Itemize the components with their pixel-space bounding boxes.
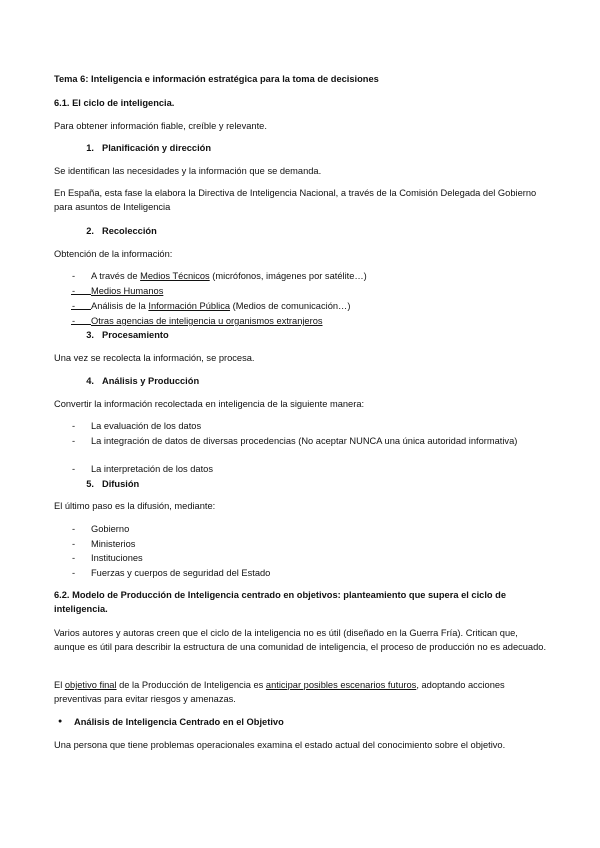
link-informacion-publica[interactable]: Información Pública: [148, 301, 231, 311]
bullet-dot-icon: ●: [58, 718, 63, 725]
link-anticipar-escenarios[interactable]: anticipar posibles escenarios futuros: [265, 680, 417, 690]
link-objetivo-final[interactable]: objetivo final: [64, 680, 117, 690]
section-6-1-intro: Para obtener información fiable, creíble y relevante.: [54, 121, 267, 131]
list-item-text: La evaluación de los datos: [91, 421, 202, 431]
list-item-text: [91, 269, 550, 283]
list-item-text: Otras agencias de inteligencia u organismos extranjeros: [91, 316, 323, 326]
step-2-number: 2.: [86, 226, 94, 236]
list-item-text: Ministerios: [91, 539, 136, 549]
section-6-1-heading: 6.1. El ciclo de inteligencia.: [54, 98, 175, 108]
list-item-text: [91, 299, 550, 313]
list-item-text: Instituciones: [91, 553, 143, 563]
step-1-paragraph-2: En España, esta fase la elabora la Directiva de Inteligencia Nacional, a través de la Comisión Delegada del Gobierno para asuntos de Inteligencia: [54, 188, 537, 212]
link-medios-tecnicos[interactable]: Medios Técnicos: [140, 271, 210, 281]
step-5-intro: El último paso es la difusión, mediante:: [54, 501, 216, 511]
p2-text-pre: El: [54, 680, 65, 690]
list-item-text: Gobierno: [91, 524, 130, 534]
list-item-text: Fuerzas y cuerpos de seguridad del Estado: [91, 568, 271, 578]
list-bullet: -: [72, 464, 76, 474]
step-1-number: 1.: [86, 143, 94, 153]
item-text-pre: Análisis de la: [91, 301, 149, 311]
item-text-pre: A través de: [91, 271, 141, 281]
step-4-intro: Convertir la información recolectada en inteligencia de la siguiente manera:: [54, 399, 365, 409]
list-bullet: -: [72, 421, 76, 431]
bullet-underline: [71, 299, 91, 310]
list-bullet: -: [72, 271, 76, 281]
item-text-post: (micrófonos, imágenes por satélite…): [209, 271, 367, 281]
step-4-number: 4.: [86, 376, 94, 386]
list-item-text: Medios Humanos: [91, 286, 164, 296]
step-2-label: Recolección: [102, 226, 157, 236]
list-bullet: -: [72, 568, 76, 578]
list-bullet: -: [72, 436, 76, 446]
step-5-label: Difusión: [102, 479, 140, 489]
list-item-text: La interpretación de los datos: [91, 464, 213, 474]
list-bullet: -: [72, 286, 76, 296]
bullet-heading-text: Análisis de Inteligencia Centrado en el Objetivo: [74, 717, 284, 727]
list-bullet: -: [72, 539, 76, 549]
list-bullet: -: [72, 316, 76, 326]
step-3-paragraph: Una vez se recolecta la información, se procesa.: [54, 353, 255, 363]
step-3-label: Procesamiento: [102, 330, 169, 340]
section-6-2-heading: 6.2. Modelo de Producción de Inteligencia centrado en objetivos: planteamiento que supera el ciclo de inteligencia.: [54, 590, 507, 614]
p2-text-post: , adoptando acciones preventivas para evitar riesgos y amenazas.: [54, 680, 505, 704]
item-text-post: (Medios de comunicación…): [230, 301, 351, 311]
step-5-number: 5.: [86, 479, 94, 489]
step-1-label: Planificación y dirección: [102, 143, 212, 153]
document-title: Tema 6: Inteligencia e información estratégica para la toma de decisiones: [54, 74, 379, 84]
bullet-underline: [71, 314, 91, 325]
section-6-2-paragraph-1: Varios autores y autoras creen que el ciclo de la inteligencia no es útil (diseñado en la Guerra Fría). Critican que, aunque es útil para describir la estructura de una comunidad de inteligencia, el proceso de producción no es adecuado.: [54, 628, 547, 652]
section-6-2-paragraph-2: [54, 678, 550, 706]
list-bullet: -: [72, 553, 76, 563]
section-6-2-paragraph-3: Una persona que tiene problemas operacionales examina el estado actual del conocimiento sobre el objetivo.: [54, 740, 506, 750]
step-4-label: Análisis y Producción: [102, 376, 200, 386]
list-item-text: La integración de datos de diversas procedencias (No aceptar NUNCA una única autoridad informativa): [91, 436, 518, 446]
step-3-number: 3.: [86, 330, 94, 340]
list-bullet: -: [72, 301, 76, 311]
step-2-intro: Obtención de la información:: [54, 249, 173, 259]
bullet-underline: [71, 284, 91, 295]
list-bullet: -: [72, 524, 76, 534]
step-1-paragraph-1: Se identifican las necesidades y la información que se demanda.: [54, 166, 322, 176]
p2-text-mid: de la Producción de Inteligencia es: [116, 680, 266, 690]
